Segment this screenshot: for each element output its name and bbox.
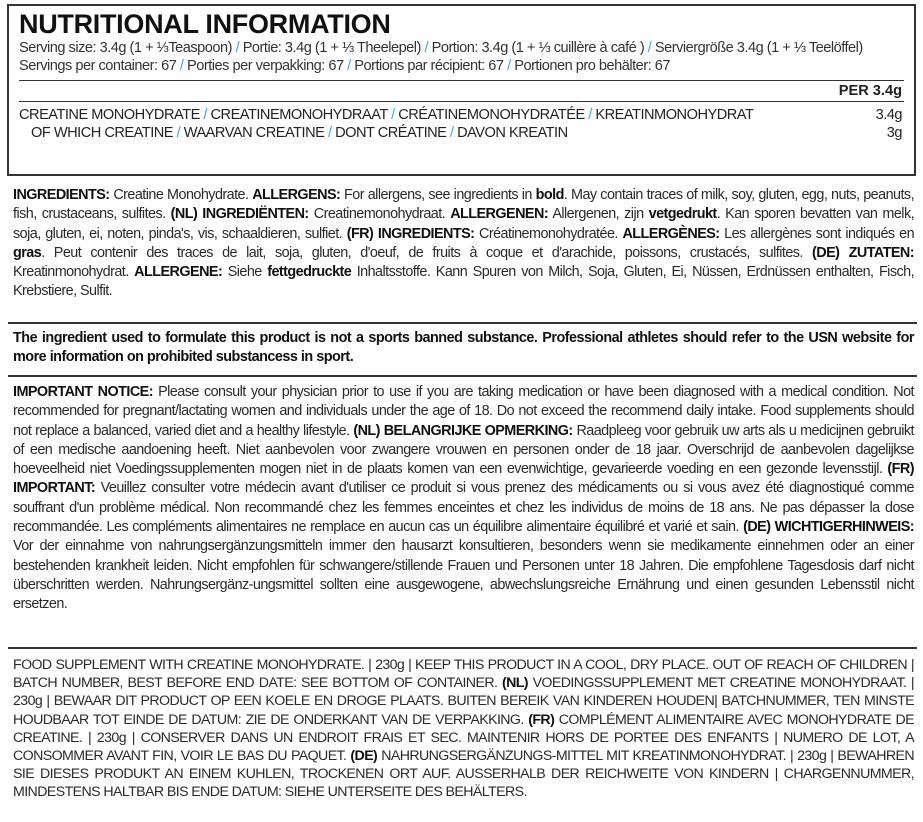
allergens-de-label: ALLERGENE:: [134, 264, 223, 281]
separator: /: [449, 125, 454, 141]
ingredients-nl-text: Creatinemonohydraat.: [313, 206, 446, 223]
allergens-en-text: For allergens, see ingredients in: [344, 187, 532, 203]
label-de: DAVON KREATIN: [457, 125, 568, 141]
storage-de-text: NAHRUNGSERGÄNZUNGS-MITTEL MIT KREATINMONOHYDRAT. | 230g | BEWAHREN SIE DIESES PRODUKT AN EINEM KUHLEN, TROCKENEN ORT AUF. AUSSERHALB DER REICHWEITE VON KINDERN | CHARGENNUMMER, MINDESTENS HALTBAR BIS ENDE DATUM: SIEHE UNTERSEITE DES BEHÄLTERS.: [13, 748, 915, 801]
servings-fr: Portions par récipient: 67: [354, 58, 504, 74]
language-tag-de: (DE): [743, 519, 771, 536]
nutrition-title: NUTRITIONAL INFORMATION: [19, 9, 391, 39]
notice-de-text: Vor der einnahme von nahrungsergänzungsmitteln immer den hausarzt konsultieren, besonders wenn sie medikamente einnehmen oder an einer bestehenden krankheit leiden. Nicht empfohlen für schwangere/stillende Frauen und Personen unter 18 Jahren. Die empfohlene Tagesdosis darf nicht überschritten werden. Nahrungsergänz-ungsmittel sollten eine ausgewogene, abwechslungsreiche Ernährung und einen gesunden Lebensstil nicht ersetzen.: [13, 538, 914, 613]
language-tag-de: (DE): [812, 244, 840, 261]
language-tag-de: (DE): [350, 748, 378, 765]
separator: /: [235, 40, 240, 56]
ingredients-de-text: Kreatinmonohydrat.: [13, 264, 129, 281]
label-en: CREATINE MONOHYDRATE: [19, 107, 200, 123]
important-notice-block: [13, 383, 914, 615]
servings-de: Portionen pro behälter: 67: [514, 58, 670, 74]
allergens-nl-label: ALLERGENEN:: [450, 206, 549, 223]
separator: /: [327, 125, 332, 141]
label-fr: DONT CRÉATINE: [335, 125, 447, 141]
ingredients-block: [13, 186, 914, 302]
sports-notice: The ingredient used to formulate this product is not a sports banned substance. Professional athletes should refer to the USN website for more information on prohibited substancess in sport.: [13, 330, 914, 366]
separator: /: [507, 58, 511, 74]
serving-size-nl: Portie: 3.4g (1 + ⅓ Theelepel): [242, 40, 421, 56]
allergens-nl-bold-word: vetgedrukt: [648, 206, 717, 223]
allergens-nl-text: Allergenen, zijn: [552, 206, 644, 223]
servings-per-container-line: [19, 57, 904, 75]
storage-block: [13, 656, 914, 802]
separator: /: [203, 107, 207, 123]
nutrient-label: [19, 106, 753, 124]
label-en: OF WHICH CREATINE: [31, 125, 174, 141]
ingredients-de-label: ZUTATEN:: [848, 244, 915, 261]
nutrient-label: [19, 124, 568, 142]
allergens-de-bold-word: fettgedruckte: [267, 264, 352, 281]
allergens-fr-bold-word: gras: [13, 244, 42, 261]
divider: [8, 375, 917, 377]
allergens-en-text: . May contain traces of milk, soy, gluten, egg, nuts, peanuts, fish, crustaceans, sulfites.: [13, 187, 915, 223]
allergens-fr-text: . Peut contenir des traces de lait, soja, gluten, d'oeuf, de fruits à coque et d'arachide, poissons, crustacés, sulfites.: [41, 244, 803, 261]
servings-nl: Porties per verpakking: 67: [187, 58, 344, 74]
serving-size-de: Serviergröße 3.4g (1 + ⅓ Teelöffel): [654, 40, 863, 56]
serving-size-fr: Portion: 3.4g (1 + ⅓ cuillère à café ): [431, 40, 645, 56]
language-tag-nl: (NL): [170, 206, 198, 223]
separator: /: [647, 40, 652, 56]
storage-fr-text: COMPLÉMENT ALIMENTAIRE AVEC MONOHYDRATE DE CREATINE. | 230g | CONSERVER DANS UN ENDROIT FRAIS ET SEC. MAINTENIR HORS DE PORTEE DES ENFANTS | NUMERO DE LOT, A CONSOMMER AVANT FIN, VOIR LE BAS DU PAQUET.: [13, 711, 914, 765]
separator: /: [347, 58, 351, 74]
label-fr: CRÉATINEMONOHYDRATÉE: [398, 107, 585, 123]
serving-size-en: Serving size: 3.4g (1 + ⅓Teaspoon): [19, 40, 232, 56]
separator: /: [588, 107, 592, 123]
separator: /: [179, 58, 184, 74]
servings-en: Servings per container: 67: [19, 58, 177, 74]
storage-en-text: FOOD SUPPLEMENT WITH CREATINE MONOHYDRATE. | 230g | KEEP THIS PRODUCT IN A COOL, DRY PLACE. OUT OF REACH OF CHILDREN | BATCH NUMBER, BEST BEFORE END DATE: SEE BOTTOM OF CONTAINER.: [13, 657, 914, 692]
allergens-en-bold-word: bold: [535, 187, 564, 203]
notice-nl-label: BELANGRIJKE OPMERKING:: [383, 422, 573, 439]
allergens-de-text: Siehe: [227, 264, 262, 281]
allergens-en-label: ALLERGENS:: [252, 187, 341, 203]
language-tag-fr: (FR): [528, 711, 555, 728]
language-tag-fr: (FR): [887, 461, 914, 478]
label-nl: WAARVAN CREATINE: [183, 125, 325, 141]
nutrition-panel: [7, 4, 916, 176]
notice-nl-text: Raadpleeg voor gebruik uw arts als u medicijnen gebruikt of een medische aandoening heeft. Niet aanbevolen voor zwangere vrouwen en personen onder de 18 jaar. Overschrijd de aanbevolen dagelijkse hoeveelheid niet Voedingssupplementen mogen niet in de plaats komen van een evenwichtige, gevarieerde voeding en een gezonde levensstijl.: [13, 422, 914, 478]
notice-de-label: WICHTIGERHINWEIS:: [774, 519, 914, 536]
ingredients-fr-label: INGREDIENTS:: [377, 225, 475, 242]
ingredients-en-text: Creatine Monohydrate.: [113, 187, 249, 203]
nutrient-value: 3.4g: [875, 107, 902, 123]
notice-fr-label: IMPORTANT:: [13, 480, 96, 497]
language-tag-nl: (NL): [501, 675, 528, 692]
language-tag-nl: (NL): [353, 422, 380, 439]
divider: [8, 647, 917, 649]
storage-nl-text: VOEDINGSSUPPLEMENT MET CREATINE MONOHYDRAAT. | 230g | BEWAAR DIT PRODUCT OP EEN KOELE EN DROGE PLAATS. BUITEN BEREIK VAN KINDEREN HOUDEN| BATCHNUMMER, TEN MINSTE HOUDBAAR TOT EINDE DE DATUM: ZIE DE ONDERKANT VAN DE VERPAKKING.: [13, 675, 915, 728]
per-serving-header: PER 3.4g: [19, 80, 904, 102]
separator: /: [176, 125, 181, 141]
allergens-de-text: Inhaltsstoffe. Kann Spuren von Milch, Soja, Gluten, Ei, Nüssen, Erdnüssen enthalten, Fisch, Krebstiere, Sulfit.: [13, 264, 915, 300]
separator: /: [391, 107, 395, 123]
separator: /: [424, 40, 429, 56]
allergens-fr-text: Les allergènes sont indiqués en: [724, 225, 915, 242]
label-de: KREATINMONOHYDRAT: [595, 107, 754, 123]
ingredients-en-label: INGREDIENTS:: [13, 187, 110, 203]
allergens-nl-text: . Kan sporen bevatten van melk, soja, gluten, ei, noten, pinda's, vis, schaaldieren, sulfiet.: [13, 206, 915, 242]
nutrient-row-creatine-monohydrate: [19, 106, 904, 124]
ingredients-fr-text: Créatinemonohydratée.: [479, 225, 618, 242]
nutrient-value: 3g: [886, 125, 902, 141]
label-nl: CREATINEMONOHYDRAAT: [210, 107, 388, 123]
divider: [8, 322, 917, 324]
language-tag-fr: (FR): [346, 225, 374, 242]
notice-fr-text: Veuillez consulter votre médecin avant d'utiliser ce produit si vous prenez des médicaments ou si vous avez été diagnostiqué comme souffrant d'un problème médical. Non recommandé chez les femmes enceintes et chez les individus de moins de 18 ans. Ne pas dépasser la dose recommandée. Les compléments alimentaires ne remplace en aucun cas un équilibre alimentaire équilibré et varié et sain.: [13, 480, 914, 536]
allergens-fr-label: ALLERGÈNES:: [622, 225, 720, 242]
serving-size-line: [19, 39, 904, 57]
notice-en-text: Please consult your physician prior to use if you are taking medication or have been diagnosed with a medical condition. Not recommended for pregnant/lactating women and individuals under the age of 18. Do not exceed the recommend daily intake. Food supplements should not replace a balanced, varied diet and a healthy lifestyle.: [13, 384, 914, 439]
nutrient-row-creatine: [19, 124, 904, 142]
ingredients-nl-label: INGREDIËNTEN:: [202, 206, 309, 223]
notice-en-label: IMPORTANT NOTICE:: [13, 384, 153, 400]
